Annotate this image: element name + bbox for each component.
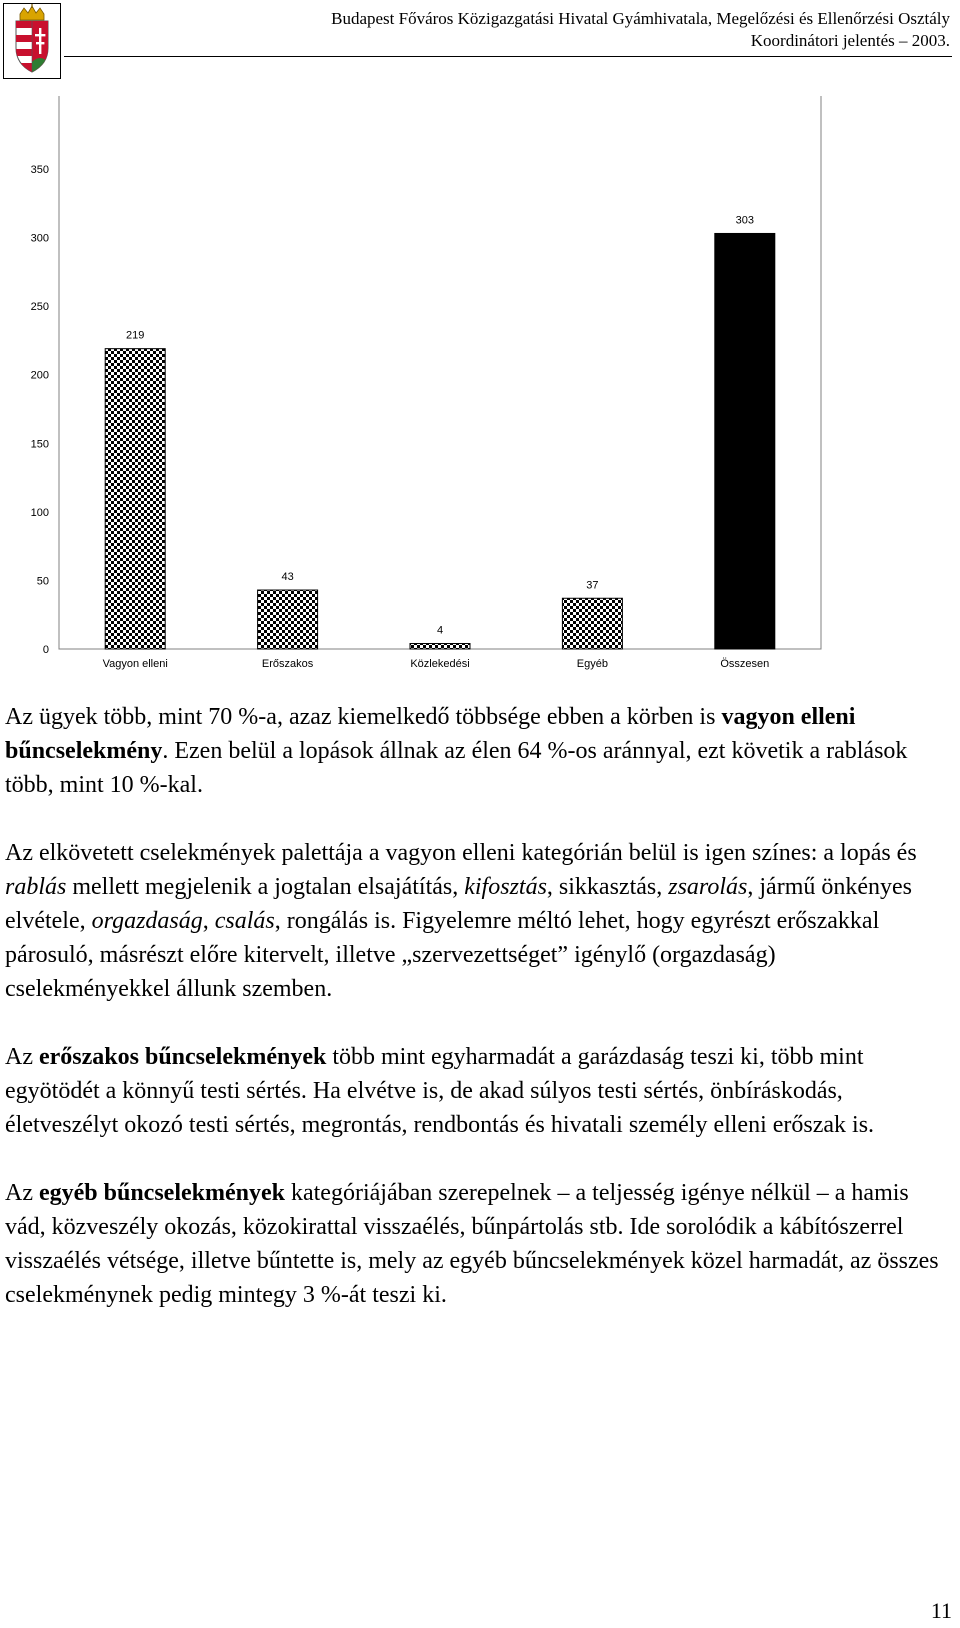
italic-term: kifosztás [464,874,547,900]
text-span: , jármű önkényes elvétele, [5,874,912,934]
italic-term: csalás [214,908,275,934]
bold-term: erőszakos bűncselekmények [38,1044,327,1070]
plot-area [59,96,821,649]
bar [715,233,775,649]
data-label: 219 [126,329,145,342]
y-tick-label: 100 [30,506,49,519]
coat-of-arms-logo [3,3,61,79]
text-span: Az ügyek több, mint 70 %-a, azaz kiemelkedő többsége ebben a körben is [5,704,722,730]
bar-chart-svg [0,96,880,716]
paragraph-crime-palette [5,836,940,1006]
header-institution: Budapest Főváros Közigazgatási Hivatal Gyámhivatala, Megelőzési és Ellenőrzési Osztály [331,9,950,28]
x-tick-label: Egyéb [576,658,609,670]
header-divider [64,56,952,57]
y-tick-label: 250 [30,301,49,314]
paragraph-violent-crimes [5,1040,940,1142]
bold-term: vagyon elleni bűncselekmény [5,704,856,764]
y-tick-label: 350 [30,164,49,176]
text-span: , rongálás is. Figyelemre méltó lehet, hogy egyrészt erőszakkal párosuló, másrészt előre kitervelt, illetve „szervezettséget” igénylő (orgazdaság) cselekményekkel állunk szemben. [5,908,880,1002]
italic-term: orgazdaság [91,908,203,934]
data-label: 37 [586,579,599,592]
data-label: 303 [735,214,754,227]
x-tick-label: Erőszakos [261,658,314,670]
text-span: kategóriájában szerepelnek – a teljesség igénye nélkül – a hamis vád, közveszély okozás, közokirattal visszaélés, bűnpártolás stb. Ide sorolódik a kábítószerrel visszaélés vétsége, illetve bűntette is, mely az egyéb bűncselekmények közel harmadát, az összes cselekménynek pedig mintegy 3 %-át teszi ki. [5,1180,939,1308]
text-span: , [202,908,215,934]
y-tick-label: 0 [42,644,49,656]
bold-term: egyéb bűncselekmények [38,1180,285,1206]
y-tick-label: 200 [30,369,49,382]
report-body [5,700,940,1346]
data-label: 4 [436,624,444,637]
text-span: Az [5,1180,39,1206]
paragraph-property-crimes [5,700,940,802]
text-span: több mint egyharmadát a garázdaság teszi ki, több mint egyötödét a könnyű testi sértés. Ha elvétve is, de akad súlyos testi sértés, önbíráskodás, életveszélyt okozó testi sértés, megrontás, rendbontás és hivatali személy elleni erőszak is. [5,1044,875,1138]
x-tick-label: Összesen [720,658,770,670]
x-axis [103,658,770,670]
italic-term: rablás [5,874,67,900]
text-span: mellett megjelenik a jogtalan elsajátítás, [66,874,465,900]
y-tick-label: 50 [36,575,49,588]
text-span: Az elkövetett cselekmények palettája a vagyon elleni kategórián belül is igen színes: a lopás és [5,840,917,866]
text-span: Az [5,1044,39,1070]
paragraph-other-crimes [5,1176,940,1312]
x-tick-label: Közlekedési [410,658,470,670]
header-report-title: Koordinátori jelentés – 2003. [750,31,950,50]
italic-term: zsarolás [668,874,748,900]
x-tick-label: Vagyon elleni [102,658,168,670]
y-tick-label: 150 [30,438,49,451]
text-span: , sikkasztás, [546,874,669,900]
bar [562,598,622,649]
document-header [331,8,950,52]
bar [410,644,470,649]
bar [258,590,318,649]
text-span: . Ezen belül a lopások állnak az élen 64 %-os aránnyal, ezt követik a rablások több, mint 10 %-kal. [5,738,908,798]
bar-chart [0,96,880,716]
y-tick-label: 300 [30,232,49,245]
data-label: 43 [281,571,294,584]
page-number: 11 [930,1598,952,1623]
hungarian-coat-of-arms-icon [4,4,60,78]
bar [105,349,165,649]
y-axis [31,164,49,656]
